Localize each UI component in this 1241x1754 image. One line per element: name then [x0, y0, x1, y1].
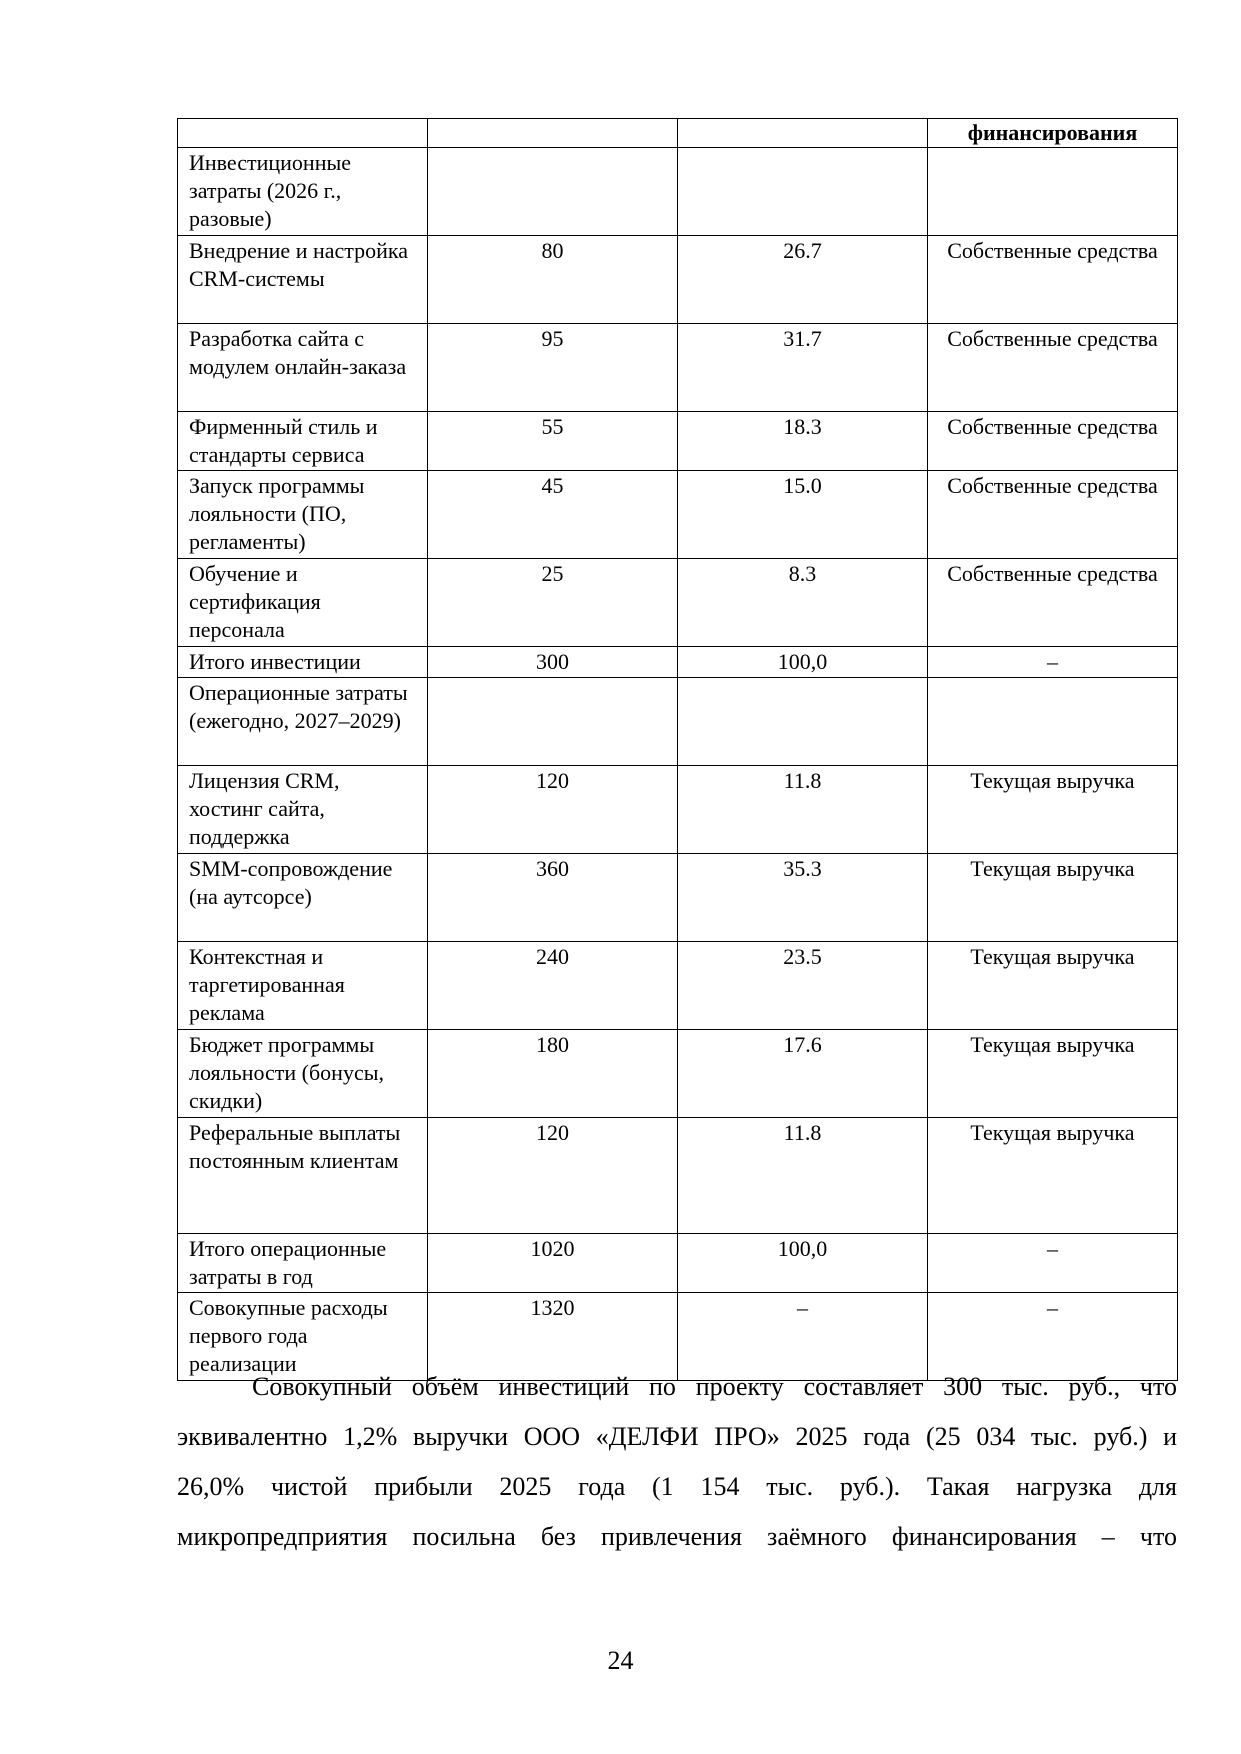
- row-source-cell: Собственные средства: [928, 324, 1178, 412]
- row-name-cell: Разработка сайта с модулем онлайн-заказа: [178, 324, 428, 412]
- row-sum-cell: 1020: [428, 1234, 678, 1293]
- table-row: [178, 647, 1178, 678]
- row-name-cell: Реферальные выплаты постоянным клиентам: [178, 1118, 428, 1234]
- row-name-cell: Лицензия CRM, хостинг сайта, поддержка: [178, 766, 428, 854]
- header-cell: [678, 119, 928, 148]
- paragraph-line: микропредприятия посильна без привлечения заёмного финансирования – что: [177, 1522, 1177, 1551]
- table-row: [178, 854, 1178, 942]
- table-row: [178, 412, 1178, 471]
- header-cell: [178, 119, 428, 148]
- paragraph-line: эквивалентно 1,2% выручки ООО «ДЕЛФИ ПРО» 2025 года (25 034 тыс. руб.) и: [177, 1422, 1177, 1451]
- row-share-cell: 11.8: [678, 1118, 928, 1234]
- row-sum-cell: 120: [428, 766, 678, 854]
- row-sum-cell: 120: [428, 1118, 678, 1234]
- table-row: [178, 678, 1178, 766]
- row-name-cell: Обучение и сертификация персонала: [178, 559, 428, 647]
- table-row: [178, 1293, 1178, 1381]
- row-sum-cell: 80: [428, 236, 678, 324]
- row-name-cell: Итого операционные затраты в год: [178, 1234, 428, 1293]
- row-source-cell: Текущая выручка: [928, 854, 1178, 942]
- row-sum-cell: 180: [428, 1030, 678, 1118]
- row-sum-cell: 240: [428, 942, 678, 1030]
- table-row: [178, 942, 1178, 1030]
- row-sum-cell: 95: [428, 324, 678, 412]
- cost-table-body: [178, 119, 1178, 1381]
- row-share-cell: 26.7: [678, 236, 928, 324]
- row-sum-cell: 25: [428, 559, 678, 647]
- row-share-cell: 100,0: [678, 647, 928, 678]
- row-source-cell: Собственные средства: [928, 559, 1178, 647]
- row-sum-cell: 300: [428, 647, 678, 678]
- row-share-cell: 35.3: [678, 854, 928, 942]
- row-share-cell: 17.6: [678, 1030, 928, 1118]
- table-row: [178, 766, 1178, 854]
- row-share-cell: [678, 678, 928, 766]
- table-row: [178, 236, 1178, 324]
- row-source-cell: Собственные средства: [928, 412, 1178, 471]
- row-name-cell: Запуск программы лояльности (ПО, регламенты): [178, 471, 428, 559]
- row-share-cell: [678, 148, 928, 236]
- row-source-cell: [928, 678, 1178, 766]
- row-name-cell: Совокупные расходы первого года реализации: [178, 1293, 428, 1381]
- row-name-cell: Инвестиционные затраты (2026 г., разовые): [178, 148, 428, 236]
- header-cell: [428, 119, 678, 148]
- paragraph-line: 26,0% чистой прибыли 2025 года (1 154 тыс. руб.). Такая нагрузка для: [177, 1472, 1177, 1501]
- row-sum-cell: [428, 148, 678, 236]
- table-row: [178, 559, 1178, 647]
- row-source-cell: Текущая выручка: [928, 942, 1178, 1030]
- page-number: 24: [607, 1646, 634, 1675]
- row-share-cell: 23.5: [678, 942, 928, 1030]
- row-source-cell: Текущая выручка: [928, 1030, 1178, 1118]
- row-share-cell: 31.7: [678, 324, 928, 412]
- table-row: [178, 148, 1178, 236]
- row-share-cell: 15.0: [678, 471, 928, 559]
- row-source-cell: –: [928, 1234, 1178, 1293]
- row-source-cell: –: [928, 647, 1178, 678]
- row-name-cell: Итого инвестиции: [178, 647, 428, 678]
- table-row: [178, 1234, 1178, 1293]
- row-name-cell: SMM-сопровождение (на аутсорсе): [178, 854, 428, 942]
- row-source-cell: Текущая выручка: [928, 766, 1178, 854]
- table-row: [178, 324, 1178, 412]
- table-row: [178, 471, 1178, 559]
- row-sum-cell: 45: [428, 471, 678, 559]
- row-share-cell: 11.8: [678, 766, 928, 854]
- row-name-cell: Фирменный стиль и стандарты сервиса: [178, 412, 428, 471]
- row-share-cell: 8.3: [678, 559, 928, 647]
- row-name-cell: Контекстная и таргетированная реклама: [178, 942, 428, 1030]
- row-source-cell: Текущая выручка: [928, 1118, 1178, 1234]
- header-cell-financing-source: финансирования: [928, 119, 1178, 148]
- row-name-cell: Операционные затраты (ежегодно, 2027–2029): [178, 678, 428, 766]
- row-share-cell: 100,0: [678, 1234, 928, 1293]
- row-sum-cell: 360: [428, 854, 678, 942]
- row-share-cell: –: [678, 1293, 928, 1381]
- table-row: [178, 1118, 1178, 1234]
- row-sum-cell: [428, 678, 678, 766]
- cost-table: [177, 118, 1178, 1381]
- row-name-cell: Бюджет программы лояльности (бонусы, скидки): [178, 1030, 428, 1118]
- row-sum-cell: 55: [428, 412, 678, 471]
- row-source-cell: Собственные средства: [928, 471, 1178, 559]
- paragraph-line: Совокупный объём инвестиций по проекту составляет 300 тыс. руб., что: [252, 1372, 1177, 1401]
- table-row: [178, 1030, 1178, 1118]
- table-header-row: [178, 119, 1178, 148]
- row-source-cell: –: [928, 1293, 1178, 1381]
- row-name-cell: Внедрение и настройка CRM-системы: [178, 236, 428, 324]
- row-source-cell: [928, 148, 1178, 236]
- row-source-cell: Собственные средства: [928, 236, 1178, 324]
- row-sum-cell: 1320: [428, 1293, 678, 1381]
- row-share-cell: 18.3: [678, 412, 928, 471]
